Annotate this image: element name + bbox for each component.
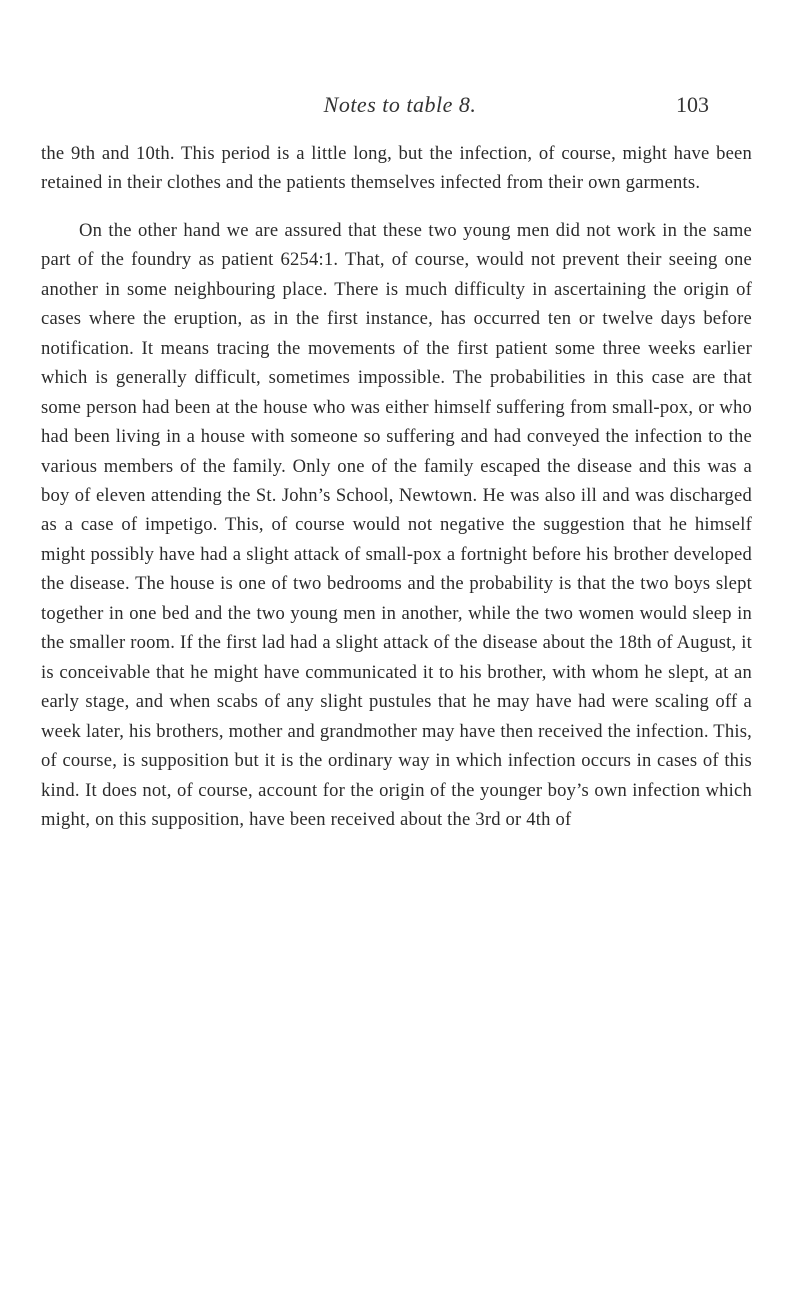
page-number: 103 (676, 92, 709, 117)
running-head (0, 92, 800, 122)
paragraph-1: the 9th and 10th. This period is a little long, but the infection, of course, might have been retained in their clothes and the patients themselves infected from their own garments. (41, 143, 752, 194)
body-text (41, 139, 752, 834)
paragraph-2: On the other hand we are assured that these two young men did not work in the same part of the foundry as patient 6254:1. That, of course, would not prevent their seeing one another in some neighbouring place. There is much difficulty in ascertaining the origin of cases where the eruption, as in the first instance, has occurred ten or twelve days before notification. It means tracing the movements of the first patient some three weeks earlier which is generally difficult, sometimes impossible. The probabilities in this case are that some person had been at the house who was either himself suffering from small-pox, or who had been living in a house with someone so suffering and had conveyed the infection to the various members of the family. Only one of the family escaped the disease and this was a boy of eleven attending the St. John’s School, Newtown. He was also ill and was discharged as a case of impetigo. This, of course would not negative the suggestion that he himself might possibly have had a slight attack of small-pox a fortnight before his brother developed the disease. The house is one of two bedrooms and the probability is that the two boys slept together in one bed and the two young men in another, while the two women would sleep in the smaller room. If the first lad had a slight attack of the disease about the 18th of August, it is conceivable that he might have communicated it to his brother, with whom he slept, at an early stage, and when scabs of any slight pustules that he may have had were scaling off a week later, his brothers, mother and grandmother may have then received the infection. This, of course, is supposition but it is the ordinary way in which infection occurs in cases of this kind. It does not, of course, account for the origin of the younger boy’s own infection which might, on this supposition, have been received about the 3rd or 4th of (41, 219, 752, 830)
running-head-title: Notes to table 8. (323, 92, 477, 117)
